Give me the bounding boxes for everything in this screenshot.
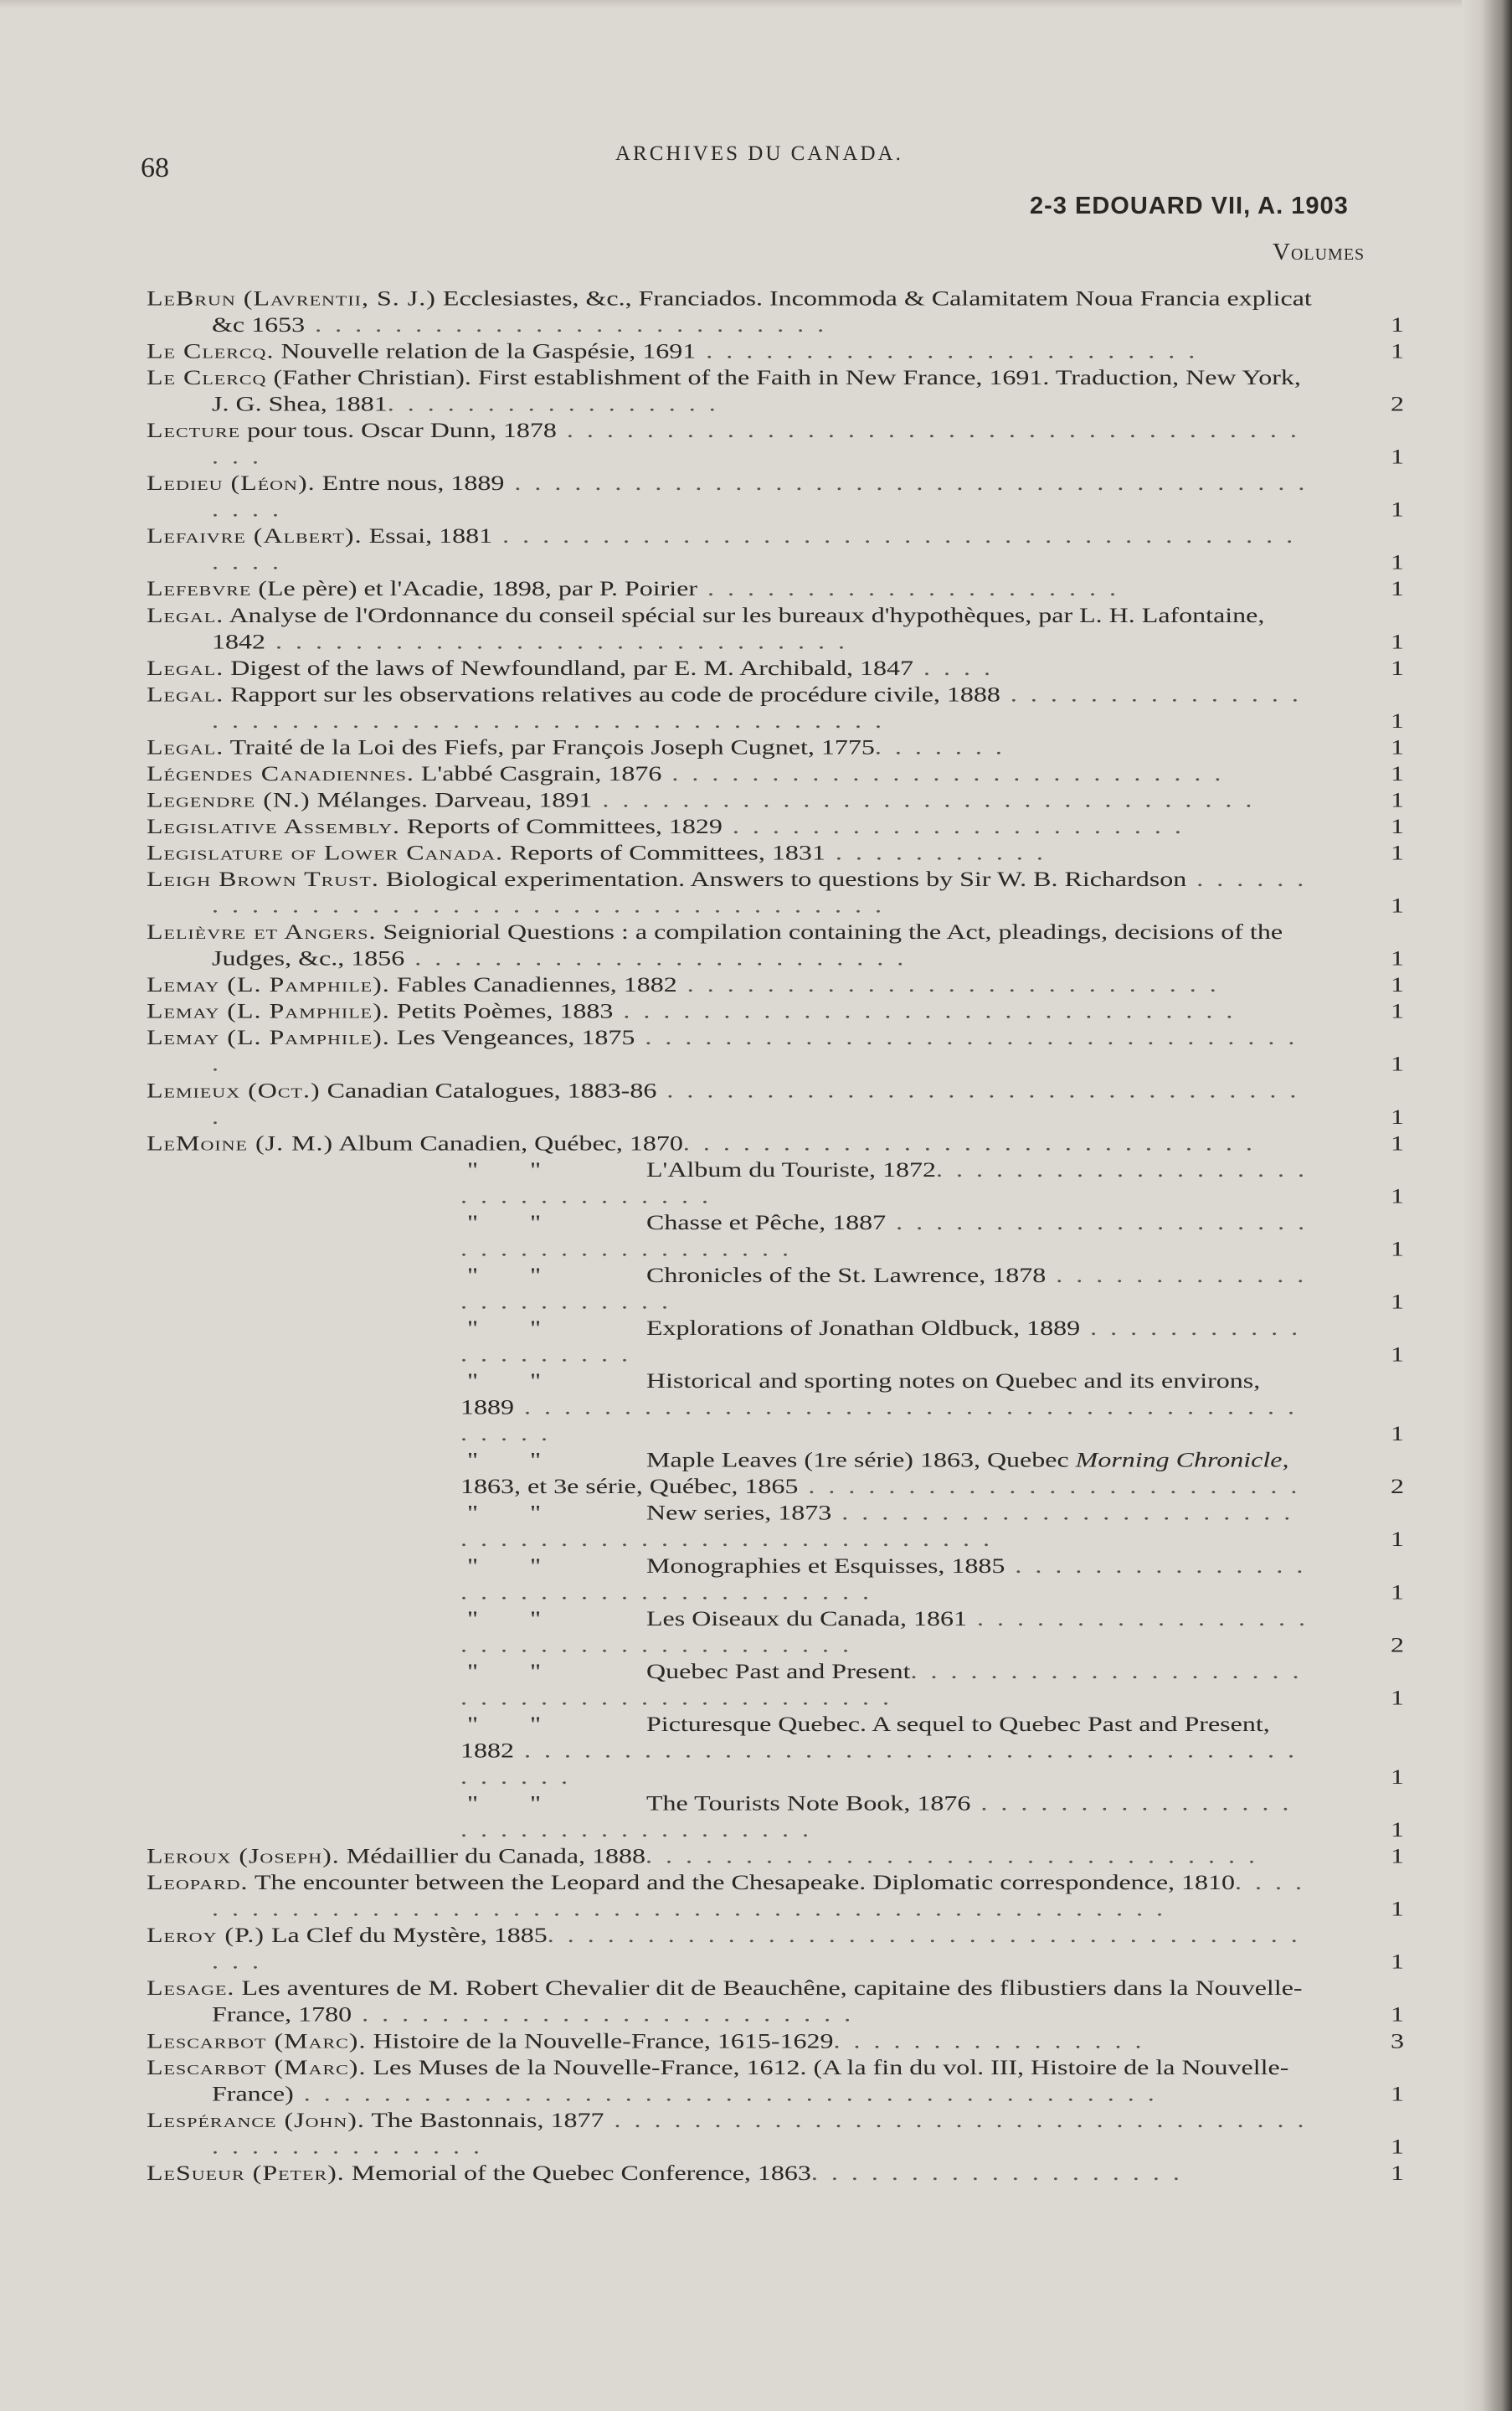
running-title: ARCHIVES DU CANADA. (615, 142, 903, 165)
entry-author: Lemay (L. Pamphile). (147, 998, 390, 1023)
entry-title: The Tourists Note Book, 1876 (646, 1790, 971, 1816)
entry-title: (Le père) et l'Acadie, 1898, par P. Poirier (251, 576, 698, 600)
entry-text (147, 2106, 1312, 2159)
catalogue-entry (147, 813, 1427, 840)
ditto-mark: " (466, 1659, 479, 1683)
volume-count: 1 (1391, 2161, 1404, 2185)
catalogue-entry (147, 839, 1427, 866)
leader-dots: . . . . . . . . . . . . . . . . . . . . . . . . . . (305, 312, 828, 337)
catalogue-entry (147, 1975, 1427, 2027)
entry-title: Fables Canadiennes, 1882 (389, 972, 677, 997)
ditto-marks (395, 1711, 646, 1738)
ditto-marks (395, 1499, 646, 1526)
volume-count: 1 (1391, 2081, 1404, 2105)
entry-title: Analyse de l'Ordonnance du conseil spécial sur les bureaux d'hypothèques, par L. H. Lafontaine, 1842 (212, 602, 1265, 653)
catalogue-entry (147, 866, 1427, 919)
entry-title: Biological experimentation. Answers to questions by Sir W. B. Richardson (378, 867, 1187, 891)
catalogue-entry (147, 760, 1427, 787)
catalogue-entry (147, 2027, 1427, 2054)
entry-author: Leigh Brown Trust. (147, 867, 379, 891)
leader-dots: . . . . . . . . . . . . . . . . . . . . . . . . . . . . . (682, 1131, 1256, 1155)
entry-title: Reports of Committees, 1831 (502, 840, 825, 865)
ditto-mark: " (466, 1157, 479, 1182)
leader-dots: . . . . (913, 655, 995, 680)
catalogue-entry (147, 1262, 1427, 1315)
volume-count: 1 (1391, 629, 1404, 653)
ditto-mark: " (466, 1368, 479, 1393)
volume-count: 1 (1391, 1843, 1404, 1868)
entry-text (147, 1790, 1312, 1842)
volume-count: 1 (1391, 1236, 1404, 1260)
volume-count: 1 (1391, 814, 1404, 838)
volume-count: 1 (1391, 1131, 1404, 1155)
leader-dots: . . . . . . . . . . . . . . . . . . . . . . . . . (696, 338, 1199, 363)
leader-dots: . . . . . . . . . . . . . . . . . . . . . . . . . . . . . . . . . . . . . . . . (212, 867, 1308, 918)
ditto-mark: " (466, 1712, 479, 1736)
ditto-mark: " (466, 1210, 479, 1234)
leader-dots: . . . . . . . . . . . . . . . . . . . . . . . . . . . . . . . . . . . . . . . . . . . . . (460, 1738, 1298, 1789)
entry-title: Explorations of Jonathan Oldbuck, 1889 (646, 1316, 1081, 1340)
ditto-mark: " (529, 1447, 542, 1472)
ditto-mark: " (529, 1712, 542, 1736)
entry-author: Lefaivre (Albert). (147, 523, 363, 548)
entry-author: Leroux (Joseph). (147, 1843, 340, 1868)
ditto-mark: " (529, 1790, 542, 1816)
ditto-marks (395, 1156, 646, 1182)
entry-text (147, 417, 1312, 470)
ditto-mark: " (466, 1447, 479, 1472)
catalogue-entry (147, 364, 1427, 417)
catalogue-entry (147, 2106, 1427, 2159)
leader-dots: . . . . . . . . . . . . . . . . . . . . . . . . (460, 1263, 1308, 1314)
leader-dots: . . . . . . . . . . . . . . . . . . . . . . . . . . . . . . . . . . . . . . . . . . . . . . . . . (212, 682, 1302, 733)
volume-count: 1 (1391, 312, 1404, 337)
entry-text (147, 1446, 1312, 1499)
entry-text (147, 1077, 1312, 1130)
ditto-mark: " (466, 1790, 479, 1816)
entry-author: Legislative Assembly. (147, 814, 401, 838)
entry-text (147, 681, 1312, 734)
entry-text (147, 760, 1312, 787)
catalogue-entry (147, 337, 1427, 364)
volume-count: 1 (1391, 1289, 1404, 1314)
catalogue-entry (147, 1552, 1427, 1605)
entry-text (147, 1869, 1312, 1922)
entry-text (147, 839, 1312, 866)
entry-title: Canadian Catalogues, 1883-86 (320, 1078, 657, 1102)
leader-dots: . . . . . . . . . . . . . . . . . . . . (460, 1316, 1302, 1367)
entry-text (147, 1842, 1312, 1869)
leader-dots: . . . . . . . . . . . . . . . . . . . . . . . . . . . . . (265, 629, 848, 653)
volume-count: 1 (1391, 444, 1404, 469)
entry-title: L'abbé Casgrain, 1876 (414, 761, 662, 786)
ditto-marks (395, 1208, 646, 1235)
entry-author: Leopard. (147, 1870, 249, 1894)
entry-text (147, 1262, 1312, 1315)
entry-author: Lemay (L. Pamphile). (147, 1025, 390, 1049)
leader-dots: . . . . . . . . . . . . . . . . . . . . . . . . . . . . . . . . . . (212, 1025, 1299, 1076)
ditto-marks (395, 1552, 646, 1579)
entry-title-continued: 1863, et 3e série, Québec, 1865 (460, 1474, 799, 1498)
volume-count: 1 (1391, 1421, 1404, 1445)
entry-text (147, 1368, 1312, 1447)
ditto-mark: " (529, 1157, 542, 1182)
volume-count: 1 (1391, 2134, 1404, 2158)
ditto-marks (395, 1657, 646, 1684)
leader-dots: . . . . . . . . . . . . . . . . . . . . . . . . . . . . . . . . . . . . . (460, 1605, 1309, 1656)
volume-count: 1 (1391, 1104, 1404, 1129)
entry-title: Maple Leaves (1re série) 1863, Quebec (646, 1447, 1076, 1472)
entry-text (147, 601, 1312, 654)
entry-author: Lescarbot (Marc). (147, 2028, 367, 2053)
ditto-mark: " (466, 1316, 479, 1340)
leader-dots: . . . . . . . . . . . . . . . . . . . . . . . . . . . . . . . . . . . . . . . . . . . . (460, 1394, 1298, 1445)
entry-author: Lesage. (147, 1976, 235, 2000)
entry-title: Seigniorial Questions : a compilation containing the Act, pleadings, decisions of the Judges, &c., 1856 (212, 920, 1283, 971)
entry-author: Legislature of Lower Canada. (147, 840, 503, 865)
volume-count: 1 (1391, 1949, 1404, 1974)
entry-author: Ledieu (Léon). (147, 471, 316, 495)
entry-text (147, 470, 1312, 523)
volume-count: 1 (1391, 549, 1404, 574)
catalogue-entry (147, 1499, 1427, 1552)
entry-title: Monographies et Esquisses, 1885 (646, 1553, 1005, 1578)
entry-title: L'Album du Touriste, 1872 (646, 1157, 937, 1182)
entry-author: Lescarbot (Marc). (147, 2054, 367, 2079)
entry-title: Les Vengeances, 1875 (389, 1025, 635, 1049)
entry-title: Chronicles of the St. Lawrence, 1878 (646, 1263, 1047, 1287)
volumes-column-heading: Volumes (1273, 239, 1365, 265)
entry-title: Médaillier du Canada, 1888 (339, 1843, 646, 1868)
catalogue-entry (147, 523, 1427, 575)
entry-text (147, 337, 1312, 364)
catalogue-entry (147, 2159, 1427, 2186)
leader-dots: . . . . . . . . . . . . . . . . . . . . . . . . . (404, 945, 908, 971)
ditto-marks (395, 1790, 646, 1816)
catalogue-entry (147, 1315, 1427, 1368)
leader-dots: . . . . . . . . . . . . . . . . . . . . . . . . . . . . . . . . . . . . . . . . . . . . . . . . . . (460, 1500, 1294, 1551)
entry-text (147, 1208, 1312, 1261)
volume-count: 1 (1391, 787, 1404, 811)
leader-dots: . . . . . . . . . . . . . . . . . . . . . . . . . . . (676, 972, 1220, 997)
entry-author: LeBrun (Lavrentii, S. J.) (147, 286, 436, 310)
entry-text (147, 2159, 1312, 2186)
entry-text (147, 1130, 1312, 1157)
entry-title: New series, 1873 (646, 1500, 832, 1525)
entry-text (147, 1499, 1312, 1552)
entry-title: Memorial of the Quebec Conference, 1863 (344, 2161, 811, 2185)
volume-count: 2 (1391, 1632, 1404, 1656)
leader-dots: . . . . . . . . . . . . . . . . . . . . . . . . . . . . . . . . . . . . (460, 1553, 1307, 1604)
entry-text (147, 813, 1312, 840)
entry-title: Essai, 1881 (362, 523, 493, 548)
leader-dots: . . . . . . . . . . . . . . . . . . . . . . . (722, 814, 1185, 838)
volume-count: 1 (1391, 972, 1404, 997)
catalogue-entry (147, 1208, 1427, 1261)
entry-title: Album Canadien, Québec, 1870 (333, 1131, 683, 1155)
entry-title: Rapport sur les observations relatives au code de procédure civile, 1888 (224, 682, 1000, 706)
leader-dots: . . . . . . . . . . . . . . . . . . . . . . . . . . . . . . . (613, 998, 1237, 1023)
volume-count: 1 (1391, 1764, 1404, 1789)
ditto-marks (395, 1605, 646, 1631)
entry-text (147, 1975, 1312, 2027)
catalogue-list (147, 285, 1427, 2186)
running-head (0, 142, 1512, 193)
entry-author: Leroy (P.) (147, 1923, 265, 1947)
catalogue-entry (147, 1842, 1427, 1869)
leader-dots: . . . . . . . . . . . . . . . . . . . . . . . . . . . . . . . (645, 1843, 1259, 1868)
entry-author: Lelièvre et Angers. (147, 920, 377, 944)
volume-count: 1 (1391, 2001, 1404, 2027)
entry-text (147, 1711, 1312, 1790)
volume-count: 1 (1391, 576, 1404, 600)
volume-count: 1 (1391, 761, 1404, 786)
entry-text (147, 2053, 1312, 2106)
entry-text (147, 1605, 1312, 1657)
leader-dots: . . . . . . . . . . . . . . . . . . . . . . . . . . . . . . . . . . . . . . . . . . . . (212, 523, 1297, 574)
entry-title: The encounter between the Leopard and the Chesapeake. Diplomatic correspondence, 1810 (248, 1870, 1236, 1894)
catalogue-entry (147, 919, 1427, 971)
entry-author: Legendre (N.) (147, 787, 311, 811)
entry-title: Traité de la Loi des Fiefs, par François Joseph Cugnet, 1775 (224, 734, 875, 759)
ditto-marks (395, 1446, 646, 1473)
entry-title: Histoire de la Nouvelle-France, 1615-1629 (366, 2028, 834, 2053)
leader-dots: . . . . . . . . . . . . . . . . . . . . . . . . . . . . . . . . (460, 1157, 1309, 1208)
entry-text (147, 1922, 1312, 1975)
entry-author: Légendes Canadiennes. (147, 761, 414, 786)
entry-text (147, 786, 1312, 813)
entry-author: LeSueur (Peter). (147, 2161, 345, 2185)
page-number: 68 (141, 152, 169, 183)
volume-count: 3 (1391, 2028, 1404, 2053)
leader-dots: . . . . . . . . . . . . . . . . . . . . . . . . . . . . . . . . . . (460, 1790, 1293, 1842)
entry-author: Lemieux (Oct.) (147, 1078, 321, 1102)
entry-title: Digest of the laws of Newfoundland, par E. M. Archibald, 1847 (224, 655, 914, 680)
ditto-mark: " (466, 1553, 479, 1578)
ditto-marks (395, 1315, 646, 1342)
volume-count: 1 (1391, 338, 1404, 363)
entry-title: The Bastonnais, 1877 (364, 2107, 604, 2132)
volume-count: 1 (1391, 1527, 1404, 1551)
catalogue-entry (147, 1605, 1427, 1657)
entry-title: (Father Christian). First establishment of the Faith in New France, 1691. Traduction, New York, J. G. Shea, 1881 (212, 365, 1301, 416)
entry-text (147, 1024, 1312, 1077)
ditto-mark: " (529, 1263, 542, 1287)
catalogue-entry (147, 1657, 1427, 1710)
catalogue-entry (147, 734, 1427, 760)
catalogue-entry (147, 1711, 1427, 1790)
ditto-mark: " (529, 1605, 542, 1631)
volume-count: 1 (1391, 734, 1404, 759)
entry-text (147, 285, 1312, 337)
leader-dots: . . . . . . . . . . . . . . . . . . . . . . . . . . . . . . . . . . . . . . . . . (212, 1923, 1301, 1974)
leader-dots: . . . . . . . . . . . . . . . . . . . . . . . . . . . . . . . . . (212, 1078, 1300, 1129)
leader-dots: . . . . . . . . . . . . . . . . . . . . . . . . . . . . . . . . . . . . . . . . . . . . . . . . . (212, 2107, 1308, 2158)
leader-dots: . . . . . . . . . . . . . . . . . (387, 391, 719, 416)
entry-title-italic: Morning Chronicle, (1075, 1447, 1289, 1472)
leader-dots: . . . . . . . . . . . . . . . . . . . . . . . . . . . . . . . . . (592, 787, 1256, 811)
ditto-mark: " (466, 1263, 479, 1287)
catalogue-entry (147, 997, 1427, 1024)
catalogue-entry (147, 1368, 1427, 1447)
catalogue-entry (147, 1024, 1427, 1077)
entry-author: Le Clercq (147, 365, 267, 389)
entry-author: Lefebvre (147, 576, 252, 600)
volume-count: 1 (1391, 1896, 1404, 1921)
session-reference: 2-3 EDOUARD VII, A. 1903 (1030, 193, 1349, 219)
volume-count: 1 (1391, 1183, 1404, 1208)
entry-text (147, 971, 1312, 998)
entry-text (147, 866, 1312, 919)
catalogue-entry (147, 654, 1427, 681)
entry-text (147, 1315, 1312, 1368)
catalogue-entry (147, 1446, 1427, 1499)
entry-title: Les aventures de M. Robert Chevalier dit de Beauchêne, capitaine des flibustiers dans la Nouvelle-France, 1780 (212, 1976, 1303, 2027)
volume-count: 1 (1391, 1051, 1404, 1076)
entry-title: Nouvelle relation de la Gaspésie, 1691 (274, 338, 697, 363)
volume-count: 1 (1391, 998, 1404, 1023)
catalogue-entry (147, 1156, 1427, 1208)
volume-count: 1 (1391, 497, 1404, 522)
leader-dots: . . . . . . . . . . . (825, 840, 1047, 865)
entry-title: Historical and sporting notes on Quebec and its environs, 1889 (460, 1368, 1261, 1419)
entry-author: Lecture (147, 418, 241, 442)
entry-text (147, 523, 1312, 575)
volume-count: 1 (1391, 945, 1404, 971)
entry-author: Legal. (147, 734, 224, 759)
entry-title: Picturesque Quebec. A sequel to Quebec Past and Present, 1882 (460, 1712, 1270, 1762)
leader-dots: . . . . . . . . . . . . . . . . . . . . . . . . . . . . . . . . . . . . . . . . (212, 418, 1300, 469)
ditto-mark: " (529, 1210, 542, 1234)
catalogue-entry (147, 575, 1427, 602)
entry-author: Legal. (147, 655, 224, 680)
leader-dots: . . . . . . . . . . . . . . . . . . . (810, 2161, 1183, 2185)
ditto-mark: " (466, 1605, 479, 1631)
volume-count: 1 (1391, 1342, 1404, 1367)
entry-text (147, 575, 1312, 602)
catalogue-entry (147, 1790, 1427, 1842)
entry-author: Lespérance (John). (147, 2107, 365, 2132)
volume-count: 1 (1391, 1817, 1404, 1842)
entry-text (147, 919, 1312, 971)
entry-text (147, 734, 1312, 760)
ditto-marks (395, 1368, 646, 1394)
entry-text (147, 364, 1312, 417)
volume-count: 1 (1391, 1579, 1404, 1604)
catalogue-entry (147, 681, 1427, 734)
leader-dots: . . . . . . . . . . . . . . . . . . . . . . . . . . . . . . . . . . . . . . . . . . (460, 1659, 1303, 1709)
volume-count: 1 (1391, 1685, 1404, 1709)
leader-dots: . . . . . . . . . . . . . . . . . . . . . (697, 576, 1120, 600)
volume-count: 2 (1391, 1474, 1404, 1498)
leader-dots: . . . . . . . . . . . . . . . . (833, 2028, 1145, 2053)
entry-title: La Clef du Mystère, 1885 (265, 1923, 548, 1947)
entry-title: Mélanges. Darveau, 1891 (310, 787, 593, 811)
ditto-mark: " (529, 1500, 542, 1525)
volume-count: 1 (1391, 708, 1404, 733)
catalogue-entry (147, 601, 1427, 654)
leader-dots: . . . . . . . . . . . . . . . . . . . . . . . . . . . . . . . . . . . . . . . . . . . . . . . . . . . . (212, 1870, 1306, 1921)
catalogue-entry (147, 1130, 1427, 1157)
catalogue-entry (147, 1922, 1427, 1975)
entry-text (147, 997, 1312, 1024)
leader-dots: . . . . . . . (874, 734, 1005, 759)
entry-text (147, 654, 1312, 681)
ditto-mark: " (466, 1500, 479, 1525)
entry-author: Lemay (L. Pamphile). (147, 972, 390, 997)
entry-title: Petits Poèmes, 1883 (389, 998, 614, 1023)
ditto-marks (395, 1262, 646, 1289)
entry-text (147, 1552, 1312, 1605)
entry-text (147, 1156, 1312, 1208)
leader-dots: . . . . . . . . . . . . . . . . . . . . . . . . . . . . . . . . . . . . . . . . . . . . (212, 471, 1309, 522)
entry-title: Quebec Past and Present (646, 1659, 911, 1683)
leader-dots: . . . . . . . . . . . . . . . . . . . . . . . . . (352, 2001, 855, 2027)
page-top-edge (0, 0, 1512, 8)
catalogue-entry (147, 1869, 1427, 1922)
ditto-mark: " (529, 1553, 542, 1578)
volume-count: 1 (1391, 893, 1404, 918)
leader-dots: . . . . . . . . . . . . . . . . . . . . . . . . . . . . (661, 761, 1225, 786)
leader-dots: . . . . . . . . . . . . . . . . . . . . . . . . . . . . . . . . . . . . . . . . . . . (293, 2081, 1158, 2105)
entry-author: LeMoine (J. M.) (147, 1131, 334, 1155)
entry-title: pour tous. Oscar Dunn, 1878 (240, 418, 557, 442)
volume-count: 1 (1391, 655, 1404, 680)
entry-title: Les Oiseaux du Canada, 1861 (646, 1605, 968, 1631)
entry-author: Legal. (147, 682, 224, 706)
ditto-mark: " (529, 1316, 542, 1340)
page-binding-shadow (1462, 0, 1512, 2411)
entry-title: Reports of Committees, 1829 (400, 814, 723, 838)
catalogue-entry (147, 2053, 1427, 2106)
leader-dots: . . . . . . . . . . . . . . . . . . . . . . . . . . . . . . . . . . . . . . (460, 1210, 1309, 1260)
volume-count: 2 (1391, 391, 1404, 416)
catalogue-entry (147, 971, 1427, 998)
catalogue-entry (147, 417, 1427, 470)
entry-text (147, 1657, 1312, 1710)
leader-dots: . . . . . . . . . . . . . . . . . . . . . . . . . (798, 1474, 1301, 1498)
catalogue-entry (147, 470, 1427, 523)
catalogue-entry (147, 1077, 1427, 1130)
ditto-mark: " (529, 1368, 542, 1393)
entry-author: Le Clercq. (147, 338, 275, 363)
entry-text (147, 2027, 1312, 2054)
entry-title: Entre nous, 1889 (315, 471, 505, 495)
entry-title: Ecclesiastes, &c., Franciados. Incommoda & Calamitatem Noua Francia explicat &c 1653 (212, 286, 1312, 337)
entry-title: Les Muses de la Nouvelle-France, 1612. (A la fin du vol. III, Histoire de la Nouvelle-France) (212, 2054, 1289, 2105)
entry-title: Chasse et Pêche, 1887 (646, 1210, 887, 1234)
catalogue-entry (147, 285, 1427, 337)
ditto-mark: " (529, 1659, 542, 1683)
catalogue-entry (147, 786, 1427, 813)
entry-author: Legal. (147, 602, 224, 627)
volume-count: 1 (1391, 840, 1404, 865)
